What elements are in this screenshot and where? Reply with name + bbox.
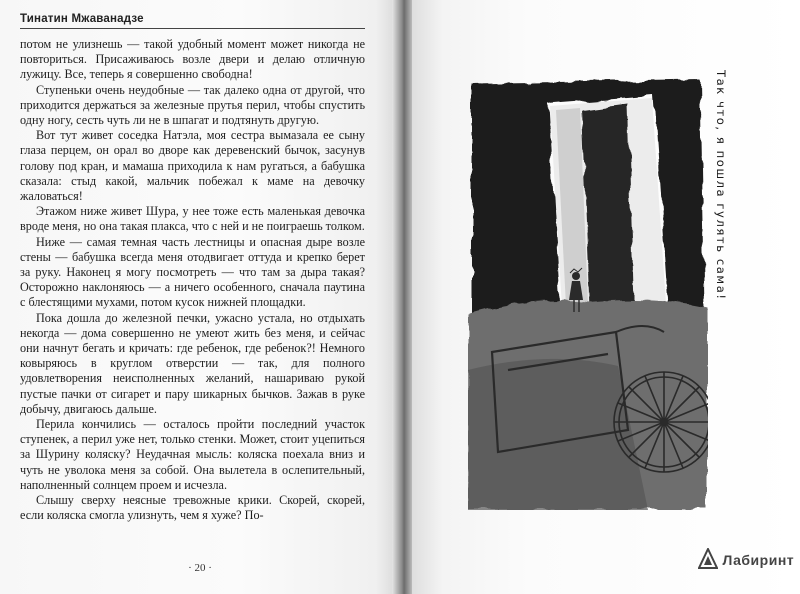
labirint-watermark: [698, 548, 794, 570]
paragraph: потом не улизнешь — такой удобный момент может никогда не повториться. Присаживаюсь возле двери и делаю отличную лужицу. Все, теперь я совершенно свободна!: [20, 37, 365, 82]
right-page: [412, 0, 800, 594]
paragraph: Вот тут живет соседка Натэла, моя сестра вымазала ее сыну глаза перцем, он орал во дворе как деревенский бычок, засунув голову под кран, и мамаша приходила к нам ругаться, а бабушка сказала: стыд какой, мальчик побежал к маме на девочку жаловаться!: [20, 128, 365, 204]
paragraph: Ниже — самая темная часть лестницы и опасная дыре возле стены — бабушка всегда меня отодвигает оттуда и крепко берет за руку. Наконец я могу посмотреть — что там за дыра такая? Осторожно наклоняюсь — а ничего особенного, сначала паутина с блестящими мухами, потом кусок нижней площадки.: [20, 234, 365, 310]
labirint-logo-icon: [698, 548, 718, 570]
book-gutter: [392, 0, 414, 594]
body-text: [20, 37, 365, 524]
watermark-text: Лабиринт: [722, 552, 795, 568]
page-number: · 20 ·: [188, 562, 212, 574]
running-head: Тинатин Мжаванадзе: [20, 13, 365, 29]
paragraph: Перила кончились — осталось пройти последний участок ступенек, а перил уже нет, только стенки. Может, стоит уцепиться за Шурину коляску? Неудачная мысль: коляска поехала вниз и чуть не уволока меня за собой. Она вылетела в ослепительный, наполненный солнцем проем и исчезла.: [20, 417, 365, 492]
paragraph: Ступеньки очень неудобные — так далеко одна от другой, что приходится держаться за железные прутья перил, чтобы спустить одну ногу, сесть чуть ли не в шпагат и подтянуть другую.: [20, 82, 365, 128]
illustration-caption: Так что, я пошла гулять сама!: [714, 70, 728, 301]
illustration: [468, 70, 708, 510]
paragraph: Пока дошла до железной печки, ужасно устала, но отдыхать некогда — дома совершенно не умеют жить без меня, и сейчас они начнут бегать и кричать: где ребенок, где ребенок?! Немного ковыряюсь в круглом отверстии — так, для полного удовлетворения неисполненных желаний, нашариваю рукой пустые пачки от сигарет и пару шикарных бычков. Зажав в руке добычу, двигаюсь дальше.: [20, 310, 365, 416]
paragraph: Этажом ниже живет Шура, у нее тоже есть маленькая девочка вроде меня, но она такая плакса, что с ней и не поиграешь толком.: [20, 204, 365, 234]
paragraph: Слышу сверху неясные тревожные крики. Скорей, скорей, если коляска смогла улизнуть, чем я хуже? По-: [20, 493, 365, 523]
doorway-pillar: [582, 104, 634, 308]
